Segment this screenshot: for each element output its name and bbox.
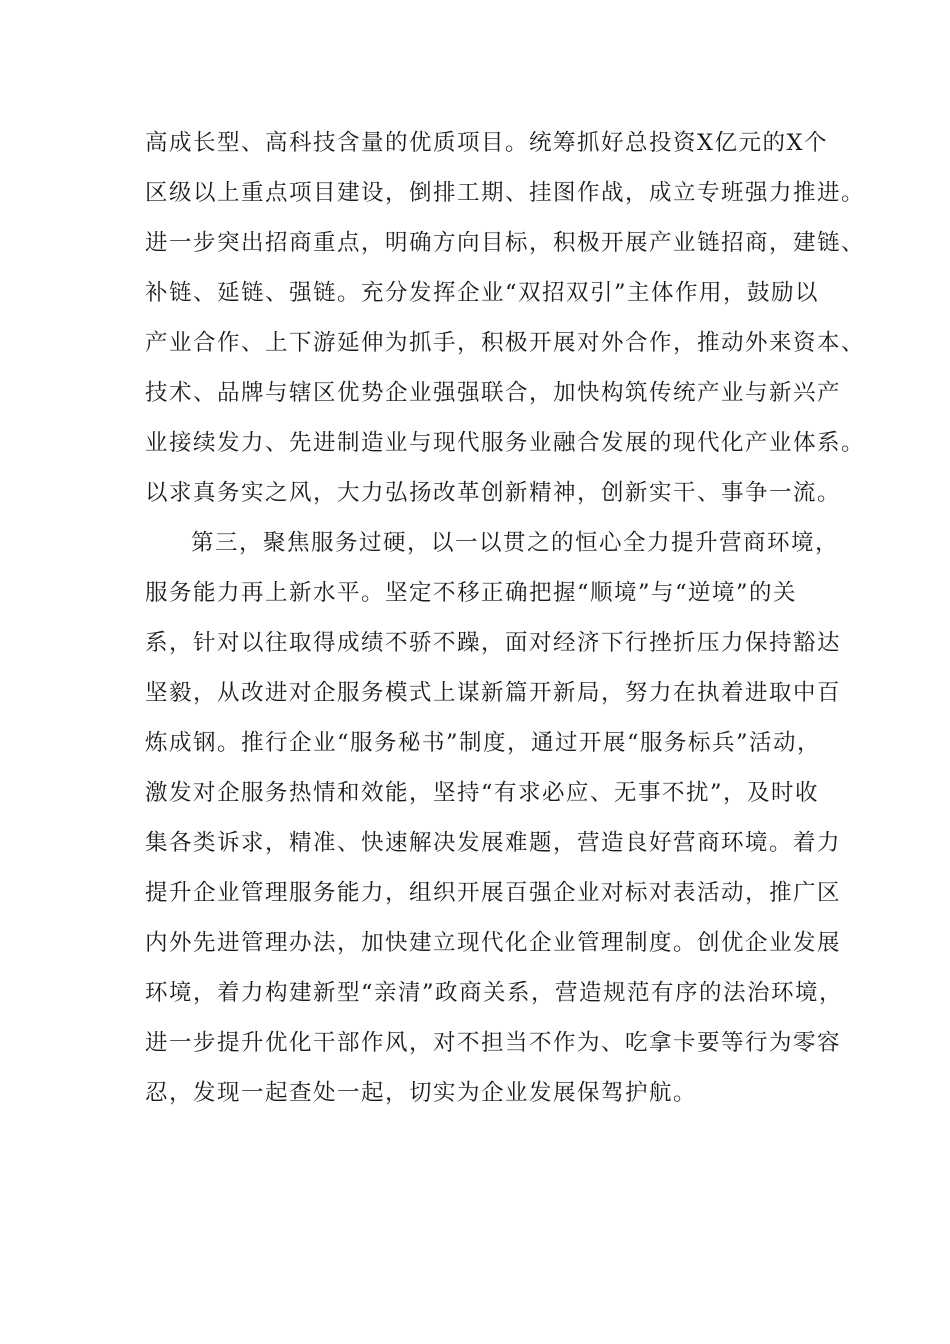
text-line: 服务能力再上新水平。坚定不移正确把握“顺境”与“逆境”的关 [145,580,798,606]
text-line: 激发对企服务热情和效能，坚持“有求必应、无事不扰”，及时收 [145,780,820,806]
text-line: 进一步提升优化干部作风，对不担当不作为、吃拿卡要等行为零容 [145,1030,842,1056]
text-line: 坚毅，从改进对企服务模式上谋新篇开新局，努力在执着进取中百 [145,680,842,706]
text-line: 产业合作、上下游延伸为抓手，积极开展对外合作，推动外来资本、 [145,330,866,356]
text-line: 高成长型、高科技含量的优质项目。统筹抓好总投资X亿元的X个 [145,130,829,156]
text-line: 系，针对以往取得成绩不骄不躁，面对经济下行挫折压力保持豁达 [145,630,842,656]
text-line: 进一步突出招商重点，明确方向目标，积极开展产业链招商，建链、 [145,230,866,256]
text-line: 区级以上重点项目建设，倒排工期、挂图作战，成立专班强力推进。 [145,180,866,206]
text-line: 提升企业管理服务能力，组织开展百强企业对标对表活动，推广区 [145,880,842,906]
text-line: 技术、品牌与辖区优势企业强强联合，加快构筑传统产业与新兴产 [145,380,842,406]
text-line: 业接续发力、先进制造业与现代服务业融合发展的现代化产业体系。 [145,430,866,456]
text-line: 环境，着力构建新型“亲清”政商关系，营造规范有序的法治环境， [145,980,844,1006]
text-line: 忍，发现一起查处一起，切实为企业发展保驾护航。 [145,1080,698,1106]
text-line: 以求真务实之风，大力弘扬改革创新精神，创新实干、事争一流。 [145,480,842,506]
text-line: 内外先进管理办法，加快建立现代化企业管理制度。创优企业发展 [145,930,842,956]
text-line: 补链、延链、强链。充分发挥企业“双招双引”主体作用，鼓励以 [145,280,820,306]
text-line: 集各类诉求，精准、快速解决发展难题，营造良好营商环境。着力 [145,830,842,856]
text-line: 炼成钢。推行企业“服务秘书”制度，通过开展“服务标兵”活动， [145,730,822,756]
paragraph-start-line: 第三，聚焦服务过硬，以一以贯之的恒心全力提升营商环境， [191,530,840,556]
